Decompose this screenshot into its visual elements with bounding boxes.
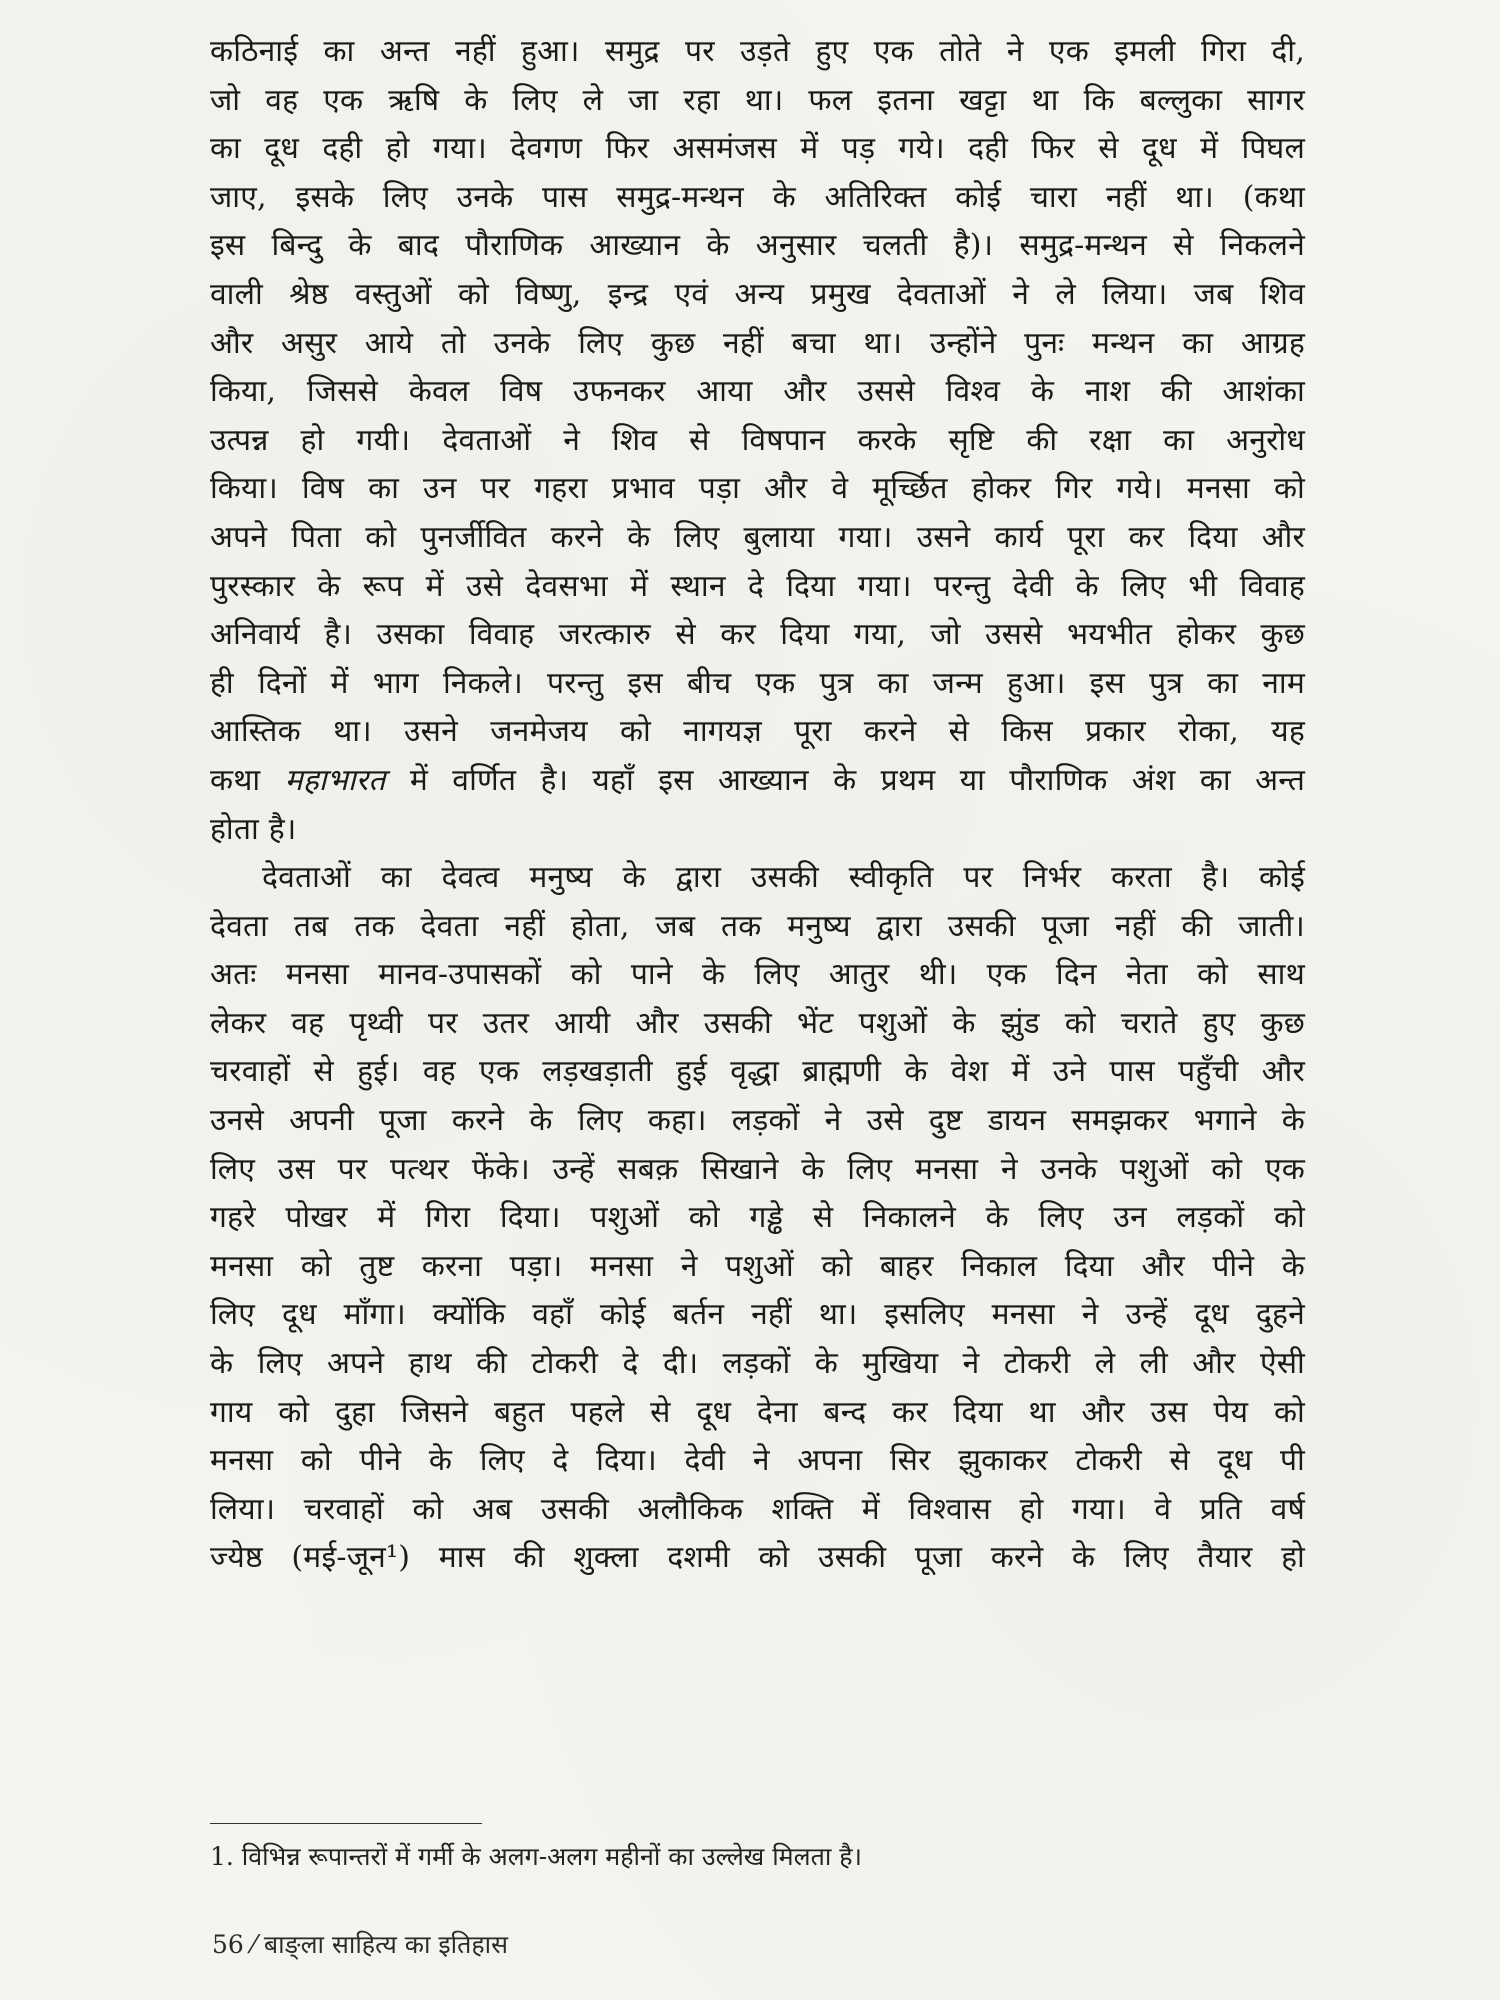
text-line: देवता तब तक देवता नहीं होता, जब तक मनुष्य द्वारा उसकी पूजा नहीं की जाती। <box>210 908 1305 944</box>
page-footer <box>212 1928 508 1962</box>
text-line: इस बिन्दु के बाद पौराणिक आख्यान के अनुसार चलती है)। समुद्र-मन्थन से निकलने <box>210 228 1305 264</box>
text-line: आस्तिक था। उसने जनमेजय को नागयज्ञ पूरा करने से किस प्रकार रोका, यह <box>210 714 1305 750</box>
text-line: जो वह एक ऋषि के लिए ले जा रहा था। फल इतना खट्टा था कि बल्लुका सागर <box>210 82 1305 118</box>
text-line: और असुर आये तो उनके लिए कुछ नहीं बचा था। उन्होंने पुनः मन्थन का आग्रह <box>210 325 1305 361</box>
text-line: ही दिनों में भाग निकले। परन्तु इस बीच एक पुत्र का जन्म हुआ। इस पुत्र का नाम <box>210 665 1305 701</box>
text-line: गहरे पोखर में गिरा दिया। पशुओं को गड्ढे से निकालने के लिए उन लड़कों को <box>210 1200 1305 1236</box>
text-line: अपने पिता को पुनर्जीवित करने के लिए बुलाया गया। उसने कार्य पूरा कर दिया और <box>210 519 1305 555</box>
body-text <box>210 28 1305 1583</box>
text-line: उनसे अपनी पूजा करने के लिए कहा। लड़कों ने उसे दुष्ट डायन समझकर भगाने के <box>210 1103 1305 1139</box>
text-line: पुरस्कार के रूप में उसे देवसभा में स्थान दे दिया गया। परन्तु देवी के लिए भी विवाह <box>210 568 1305 604</box>
text-line: गाय को दुहा जिसने बहुत पहले से दूध देना बन्द कर दिया था और उस पेय को <box>210 1394 1305 1430</box>
text-line: वाली श्रेष्ठ वस्तुओं को विष्णु, इन्द्र एवं अन्य प्रमुख देवताओं ने ले लिया। जब शिव <box>210 276 1305 312</box>
text-line: मनसा को पीने के लिए दे दिया। देवी ने अपना सिर झुकाकर टोकरी से दूध पी <box>210 1443 1305 1479</box>
paragraph-last-line: होता है। <box>210 811 297 847</box>
text-line: के लिए अपने हाथ की टोकरी दे दी। लड़कों के मुखिया ने टोकरी ले ली और ऐसी <box>210 1346 1305 1382</box>
book-title-mahabharat: महाभारत <box>284 762 386 798</box>
paragraph-first-line: देवताओं का देवत्व मनुष्य के द्वारा उसकी स्वीकृति पर निर्भर करता है। कोई <box>262 860 1305 896</box>
text-line-with-italic-title <box>210 757 1305 806</box>
footnote: 1. विभिन्न रूपान्तरों में गर्मी के अलग-अलग महीनों का उल्लेख मिलता है। <box>210 1842 862 1871</box>
folio-separator: ⁄ <box>251 1930 256 1959</box>
running-book-title: बाङ्ला साहित्य का इतिहास <box>263 1930 509 1959</box>
text-line: का दूध दही हो गया। देवगण फिर असमंजस में पड़ गये। दही फिर से दूध में पिघल <box>210 131 1305 167</box>
text-line: उत्पन्न हो गयी। देवताओं ने शिव से विषपान करके सृष्टि की रक्षा का अनुरोध <box>210 422 1305 458</box>
text-line: चरवाहों से हुई। वह एक लड़खड़ाती हुई वृद्धा ब्राह्मणी के वेश में उने पास पहुँची और <box>210 1054 1305 1090</box>
text-line: मनसा को तुष्ट करना पड़ा। मनसा ने पशुओं को बाहर निकाल दिया और पीने के <box>210 1248 1305 1284</box>
line-text-before: कथा <box>210 762 285 798</box>
footnote-divider <box>210 1823 482 1824</box>
text-line: जाए, इसके लिए उनके पास समुद्र-मन्थन के अतिरिक्त कोई चारा नहीं था। (कथा <box>210 179 1305 215</box>
page-number: 56 <box>212 1930 244 1959</box>
text-line: लिए उस पर पत्थर फेंके। उन्हें सबक़ सिखाने के लिए मनसा ने उनके पशुओं को एक <box>210 1151 1305 1187</box>
text-line: लिया। चरवाहों को अब उसकी अलौकिक शक्ति में विश्वास हो गया। वे प्रति वर्ष <box>210 1491 1305 1527</box>
text-line: किया, जिससे केवल विष उफनकर आया और उससे विश्व के नाश की आशंका <box>210 374 1305 410</box>
text-line: कठिनाई का अन्त नहीं हुआ। समुद्र पर उड़ते हुए एक तोते ने एक इमली गिरा दी, <box>210 34 1305 69</box>
text-line: लिए दूध माँगा। क्योंकि वहाँ कोई बर्तन नहीं था। इसलिए मनसा ने उन्हें दूध दुहने <box>210 1297 1305 1333</box>
text-line: लेकर वह पृथ्वी पर उतर आयी और उसकी भेंट पशुओं के झुंड को चराते हुए कुछ <box>210 1005 1305 1041</box>
text-line: अतः मनसा मानव-उपासकों को पाने के लिए आतुर थी। एक दिन नेता को साथ <box>210 957 1305 993</box>
text-line: किया। विष का उन पर गहरा प्रभाव पड़ा और वे मूर्च्छित होकर गिर गये। मनसा को <box>210 471 1305 507</box>
line-text-after: में वर्णित है। यहाँ इस आख्यान के प्रथम या पौराणिक अंश का अन्त <box>385 762 1305 798</box>
text-line: ज्येष्ठ (मई-जून¹) मास की शुक्ला दशमी को उसकी पूजा करने के लिए तैयार हो <box>210 1540 1305 1576</box>
text-line: अनिवार्य है। उसका विवाह जरत्कारु से कर दिया गया, जो उससे भयभीत होकर कुछ <box>210 617 1305 653</box>
